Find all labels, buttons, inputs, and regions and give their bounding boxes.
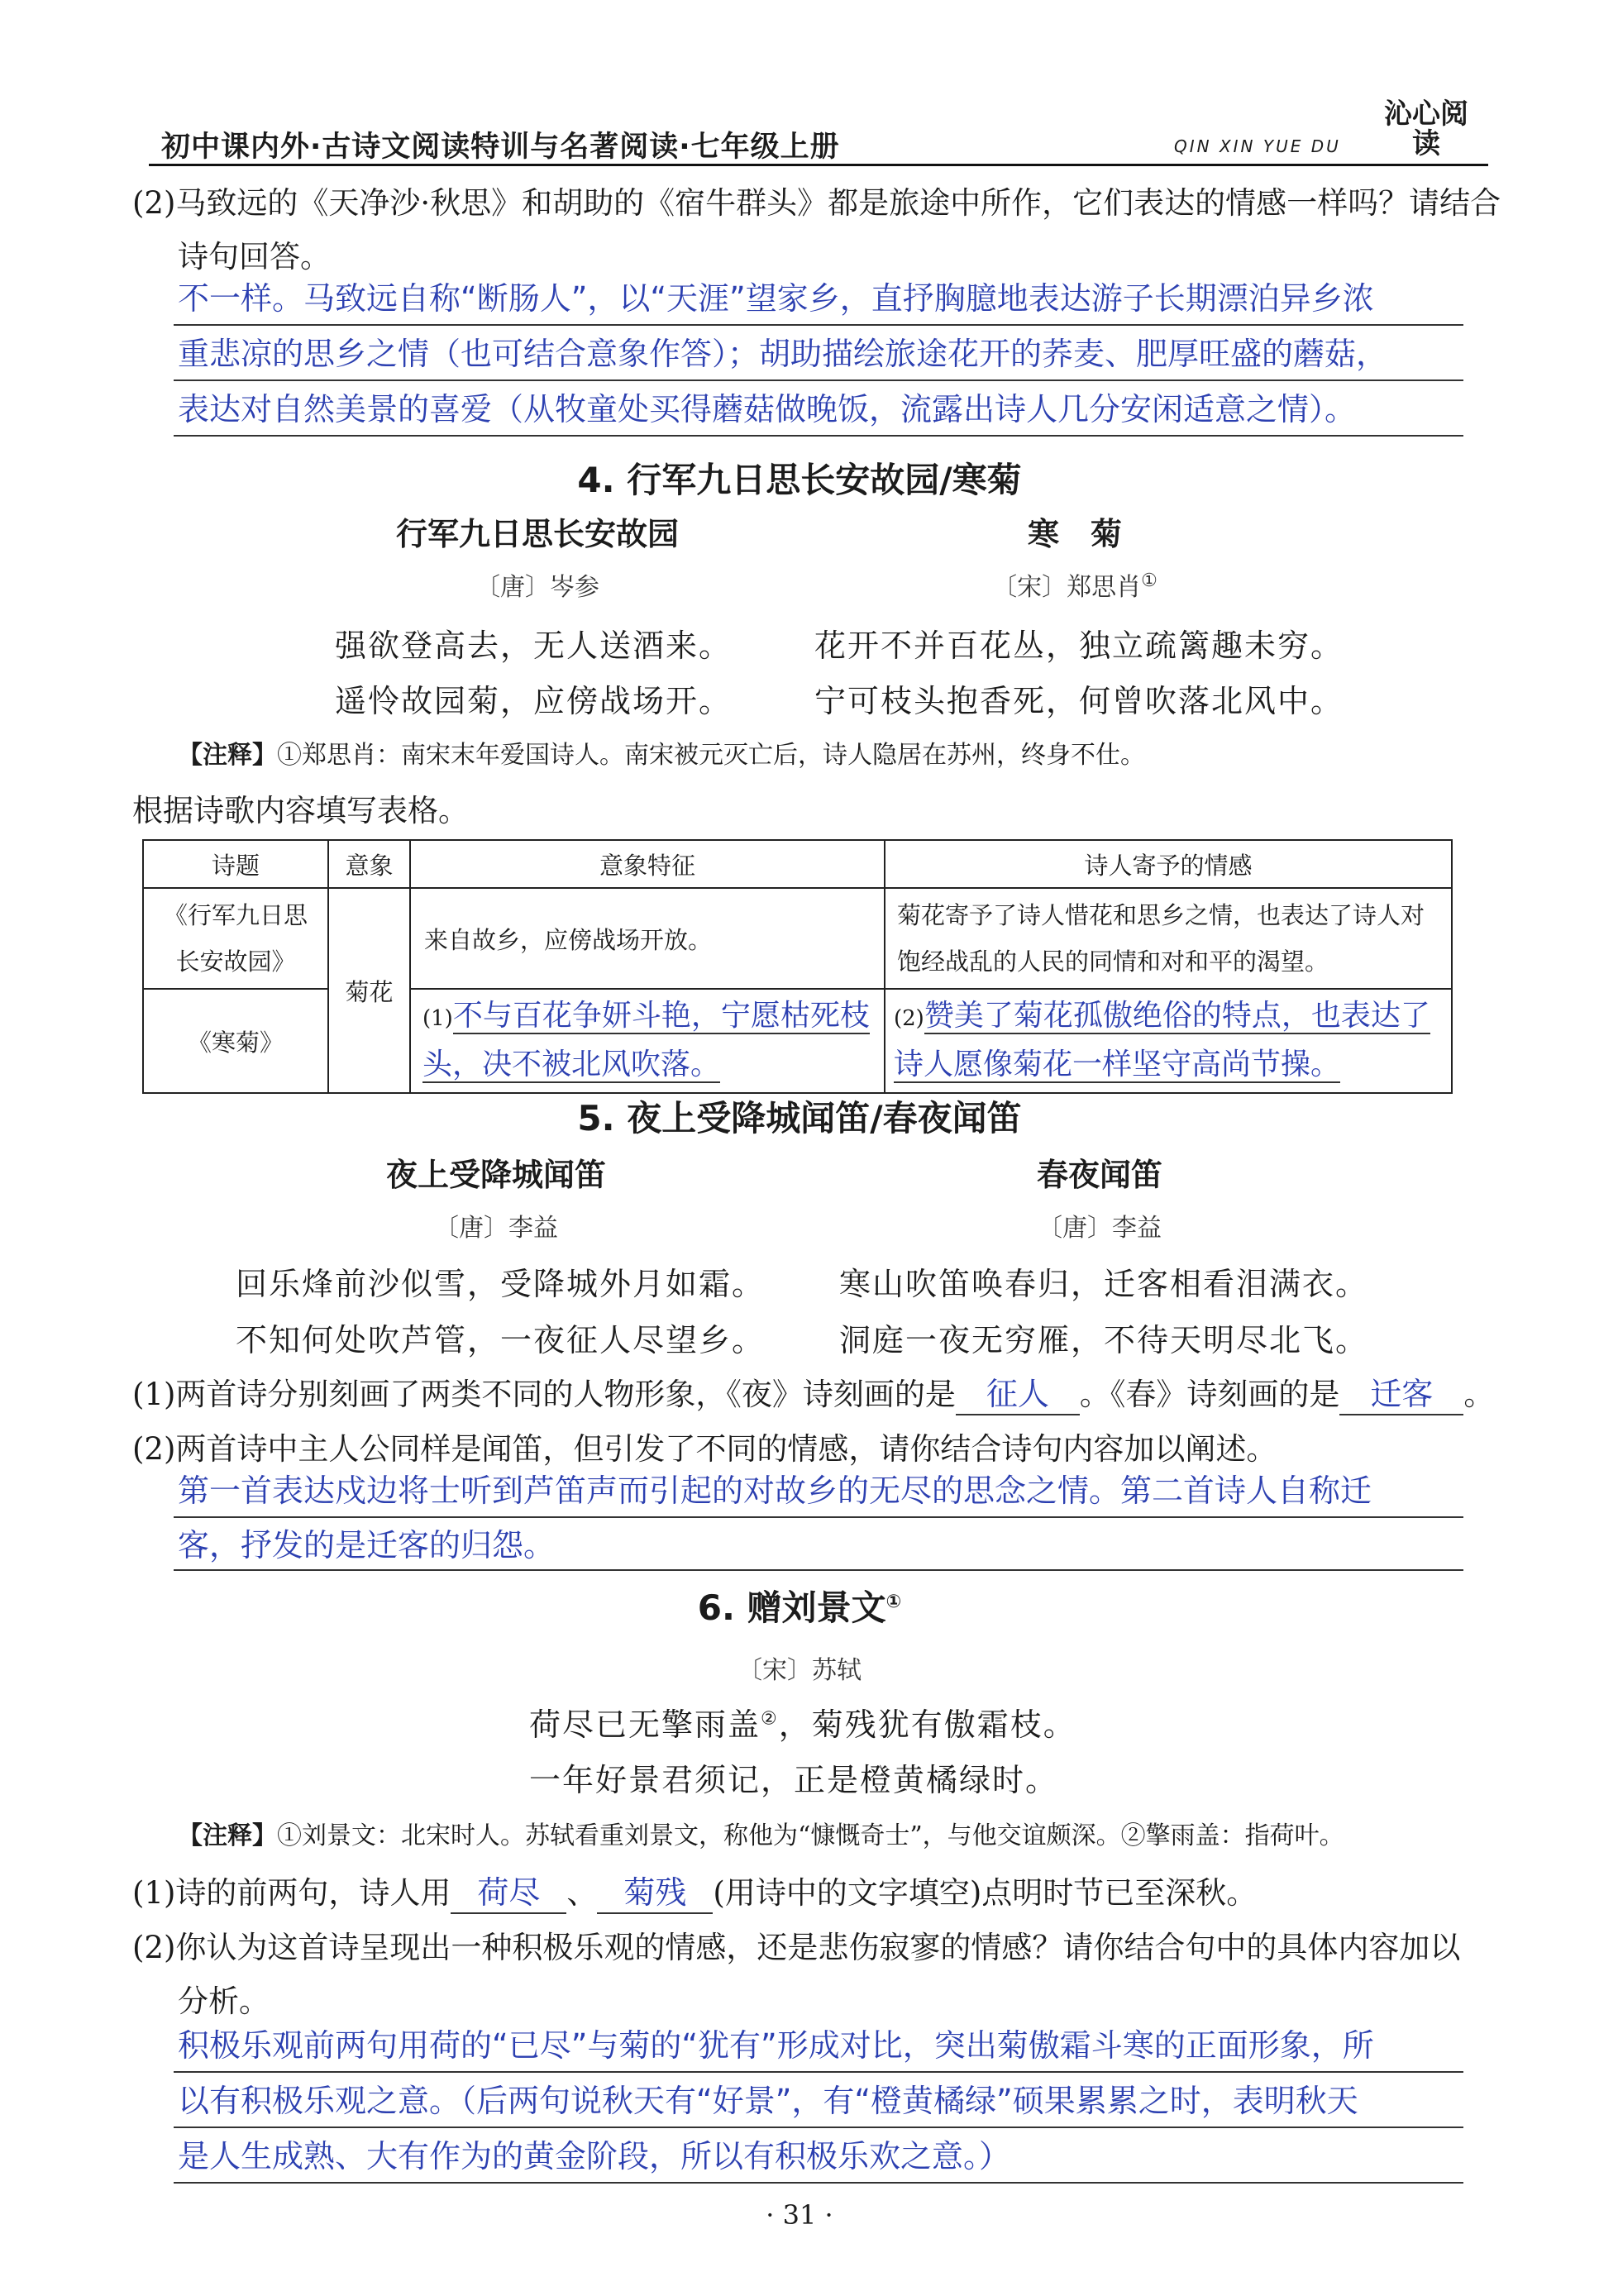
s5-poem2-title: 春夜闻笛 <box>1036 1157 1162 1193</box>
s6-q1-answer-1: 荷尽 <box>451 1867 566 1914</box>
answer-line <box>174 435 1463 437</box>
header-rule <box>149 164 1488 166</box>
s6-question-2-line1: (2)你认为这首诗呈现出一种积极乐观的情感，还是悲伤寂寥的情感？请你结合句中的具体内容加以 <box>132 1930 1461 1965</box>
table-cell-title: 《寒菊》 <box>143 989 328 1093</box>
s6-answer-line2: 以有积极乐观之意。（后两句说秋天有“好景”，有“橙黄橘绿”硕果累累之时，表明秋天 <box>178 2083 1358 2119</box>
s6-question-1: (1)诗的前两句，诗人用 荷尽 、 菊残 (用诗中的文字填空)点明时节已至深秋。 <box>132 1867 1257 1914</box>
s5-question-2: (2)两首诗中主人公同样是闻笛，但引发了不同的情感，请你结合诗句内容加以阐述。 <box>132 1431 1277 1467</box>
table-cell-feature: 来自故乡，应傍战场开放。 <box>410 888 885 989</box>
page-number: · 31 · <box>766 2199 833 2231</box>
answer-line <box>174 2127 1463 2128</box>
table-cell-emotion-answer: (2)赞美了菊花孤傲绝俗的特点，也表达了诗人愿像菊花一样坚守高尚节操。 <box>885 989 1452 1093</box>
s5-title: 5. 夜上受降城闻笛/春夜闻笛 <box>577 1098 1022 1138</box>
answer-line <box>174 324 1463 326</box>
s4-poem1-line2: 遥怜故园菊，应傍战场开。 <box>335 683 733 719</box>
s4-poem2-line2: 宁可枝头抱香死，何曾吹落北风中。 <box>814 683 1344 719</box>
header-logo-pinyin: QIN XIN YUE DU <box>1174 136 1341 156</box>
s4-poem2-line1: 花开不并百花丛，独立疏篱趣未穷。 <box>814 628 1344 664</box>
s6-line2: 一年好景君须记，正是橙黄橘绿时。 <box>529 1762 1059 1798</box>
s6-q1-answer-2: 菊残 <box>597 1867 713 1914</box>
s4-instruction: 根据诗歌内容填写表格。 <box>132 793 469 828</box>
table-cell-emotion: 菊花寄予了诗人惜花和思乡之情，也表达了诗人对饱经战乱的人民的同情和对和平的渴望。 <box>885 888 1452 989</box>
table-cell-feature-answer: (1)不与百花争妍斗艳，宁愿枯死枝头，决不被北风吹落。 <box>410 989 885 1093</box>
s5-poem2-author: 〔唐〕李益 <box>1038 1214 1162 1243</box>
s4-poem2-title: 寒 菊 <box>1027 516 1122 552</box>
s5-poem1-line1: 回乐烽前沙似雪，受降城外月如霜。 <box>236 1266 766 1302</box>
answer-line <box>174 2071 1463 2073</box>
s6-answer-line3: 是人生成熟、大有作为的黄金阶段，所以有积极乐欢之意。） <box>178 2138 1011 2174</box>
s4-title: 4. 行军九日思长安故园/寒菊 <box>577 460 1022 500</box>
s4-poem1-title: 行军九日思长安故园 <box>395 516 679 552</box>
s5-q1-answer-1: 征人 <box>956 1368 1080 1415</box>
s6-note: 【注释】①刘景文：北宋时人。苏轼看重刘景文，称他为“慷慨奇士”，与他交谊颇深。②擎雨盖：指荷叶。 <box>178 1821 1344 1850</box>
s6-author: 〔宋〕苏轼 <box>737 1656 862 1685</box>
answer-line <box>174 1569 1463 1571</box>
table-header: 意象特征 <box>410 840 885 888</box>
s6-line1: 荷尽已无擎雨盖②，菊残犹有傲霜枝。 <box>529 1706 1076 1743</box>
s6-answer-line1: 积极乐观前两句用荷的“已尽”与菊的“犹有”形成对比，突出菊傲霜斗寒的正面形象，所 <box>178 2027 1374 2064</box>
s3-question-2-line1: (2)马致远的《天净沙·秋思》和胡助的《宿牛群头》都是旅途中所作，它们表达的情感一样吗？请结合 <box>132 185 1501 221</box>
s5-answer-line2: 客，抒发的是迁客的归怨。 <box>178 1527 556 1563</box>
s5-poem2-line2: 洞庭一夜无穷雁，不待天明尽北飞。 <box>839 1322 1369 1358</box>
header-logo: 沁心阅读 <box>1384 98 1468 160</box>
s3-answer-line1: 不一样。马致远自称“断肠人”，以“天涯”望家乡，直抒胸臆地表达游子长期漂泊异乡浓 <box>178 280 1374 317</box>
s5-poem2-line1: 寒山吹笛唤春归，迁客相看泪满衣。 <box>839 1266 1369 1302</box>
table-cell-imagery: 菊花 <box>328 888 410 1093</box>
s4-poem1-line1: 强欲登高去，无人送酒来。 <box>335 628 733 664</box>
s4-poem2-author: 〔宋〕郑思肖① <box>992 570 1157 602</box>
s4-table <box>142 839 1453 1094</box>
s3-answer-line2: 重悲凉的思乡之情（也可结合意象作答）；胡助描绘旅途花开的荞麦、肥厚旺盛的蘑菇， <box>178 336 1388 372</box>
s5-poem1-title: 夜上受降城闻笛 <box>385 1157 606 1193</box>
table-header: 诗题 <box>143 840 328 888</box>
s5-answer-line1: 第一首表达戍边将士听到芦笛声而引起的对故乡的无尽的思念之情。第二首诗人自称迁 <box>178 1473 1372 1509</box>
answer-line <box>174 379 1463 381</box>
s6-title: 6. 赠刘景文① <box>697 1587 902 1628</box>
header-title: 初中课内外·古诗文阅读特训与名著阅读·七年级上册 <box>161 131 840 164</box>
s3-answer-line3: 表达对自然美景的喜爱（从牧童处买得蘑菇做晚饭，流露出诗人几分安闲适意之情）。 <box>178 391 1357 427</box>
s3-question-2-line2: 诗句回答。 <box>178 239 331 274</box>
table-cell-title: 《行军九日思长安故园》 <box>143 888 328 989</box>
s5-poem1-author: 〔唐〕李益 <box>434 1214 558 1243</box>
s5-poem1-line2: 不知何处吹芦管，一夜征人尽望乡。 <box>236 1322 766 1358</box>
table-header: 意象 <box>328 840 410 888</box>
table-header: 诗人寄予的情感 <box>885 840 1452 888</box>
s6-question-2-line2: 分析。 <box>178 1983 270 2019</box>
s4-note: 【注释】①郑思肖：南宋末年爱国诗人。南宋被元灭亡后，诗人隐居在苏州，终身不仕。 <box>178 741 1145 770</box>
answer-line <box>174 1516 1463 1518</box>
s5-question-1: (1)两首诗分别刻画了两类不同的人物形象，《夜》诗刻画的是 征人 。《春》诗刻画的是 迁客 。 <box>132 1368 1494 1415</box>
s5-q1-answer-2: 迁客 <box>1339 1368 1463 1415</box>
answer-line <box>174 2182 1463 2184</box>
s4-poem1-author: 〔唐〕岑参 <box>475 573 599 602</box>
